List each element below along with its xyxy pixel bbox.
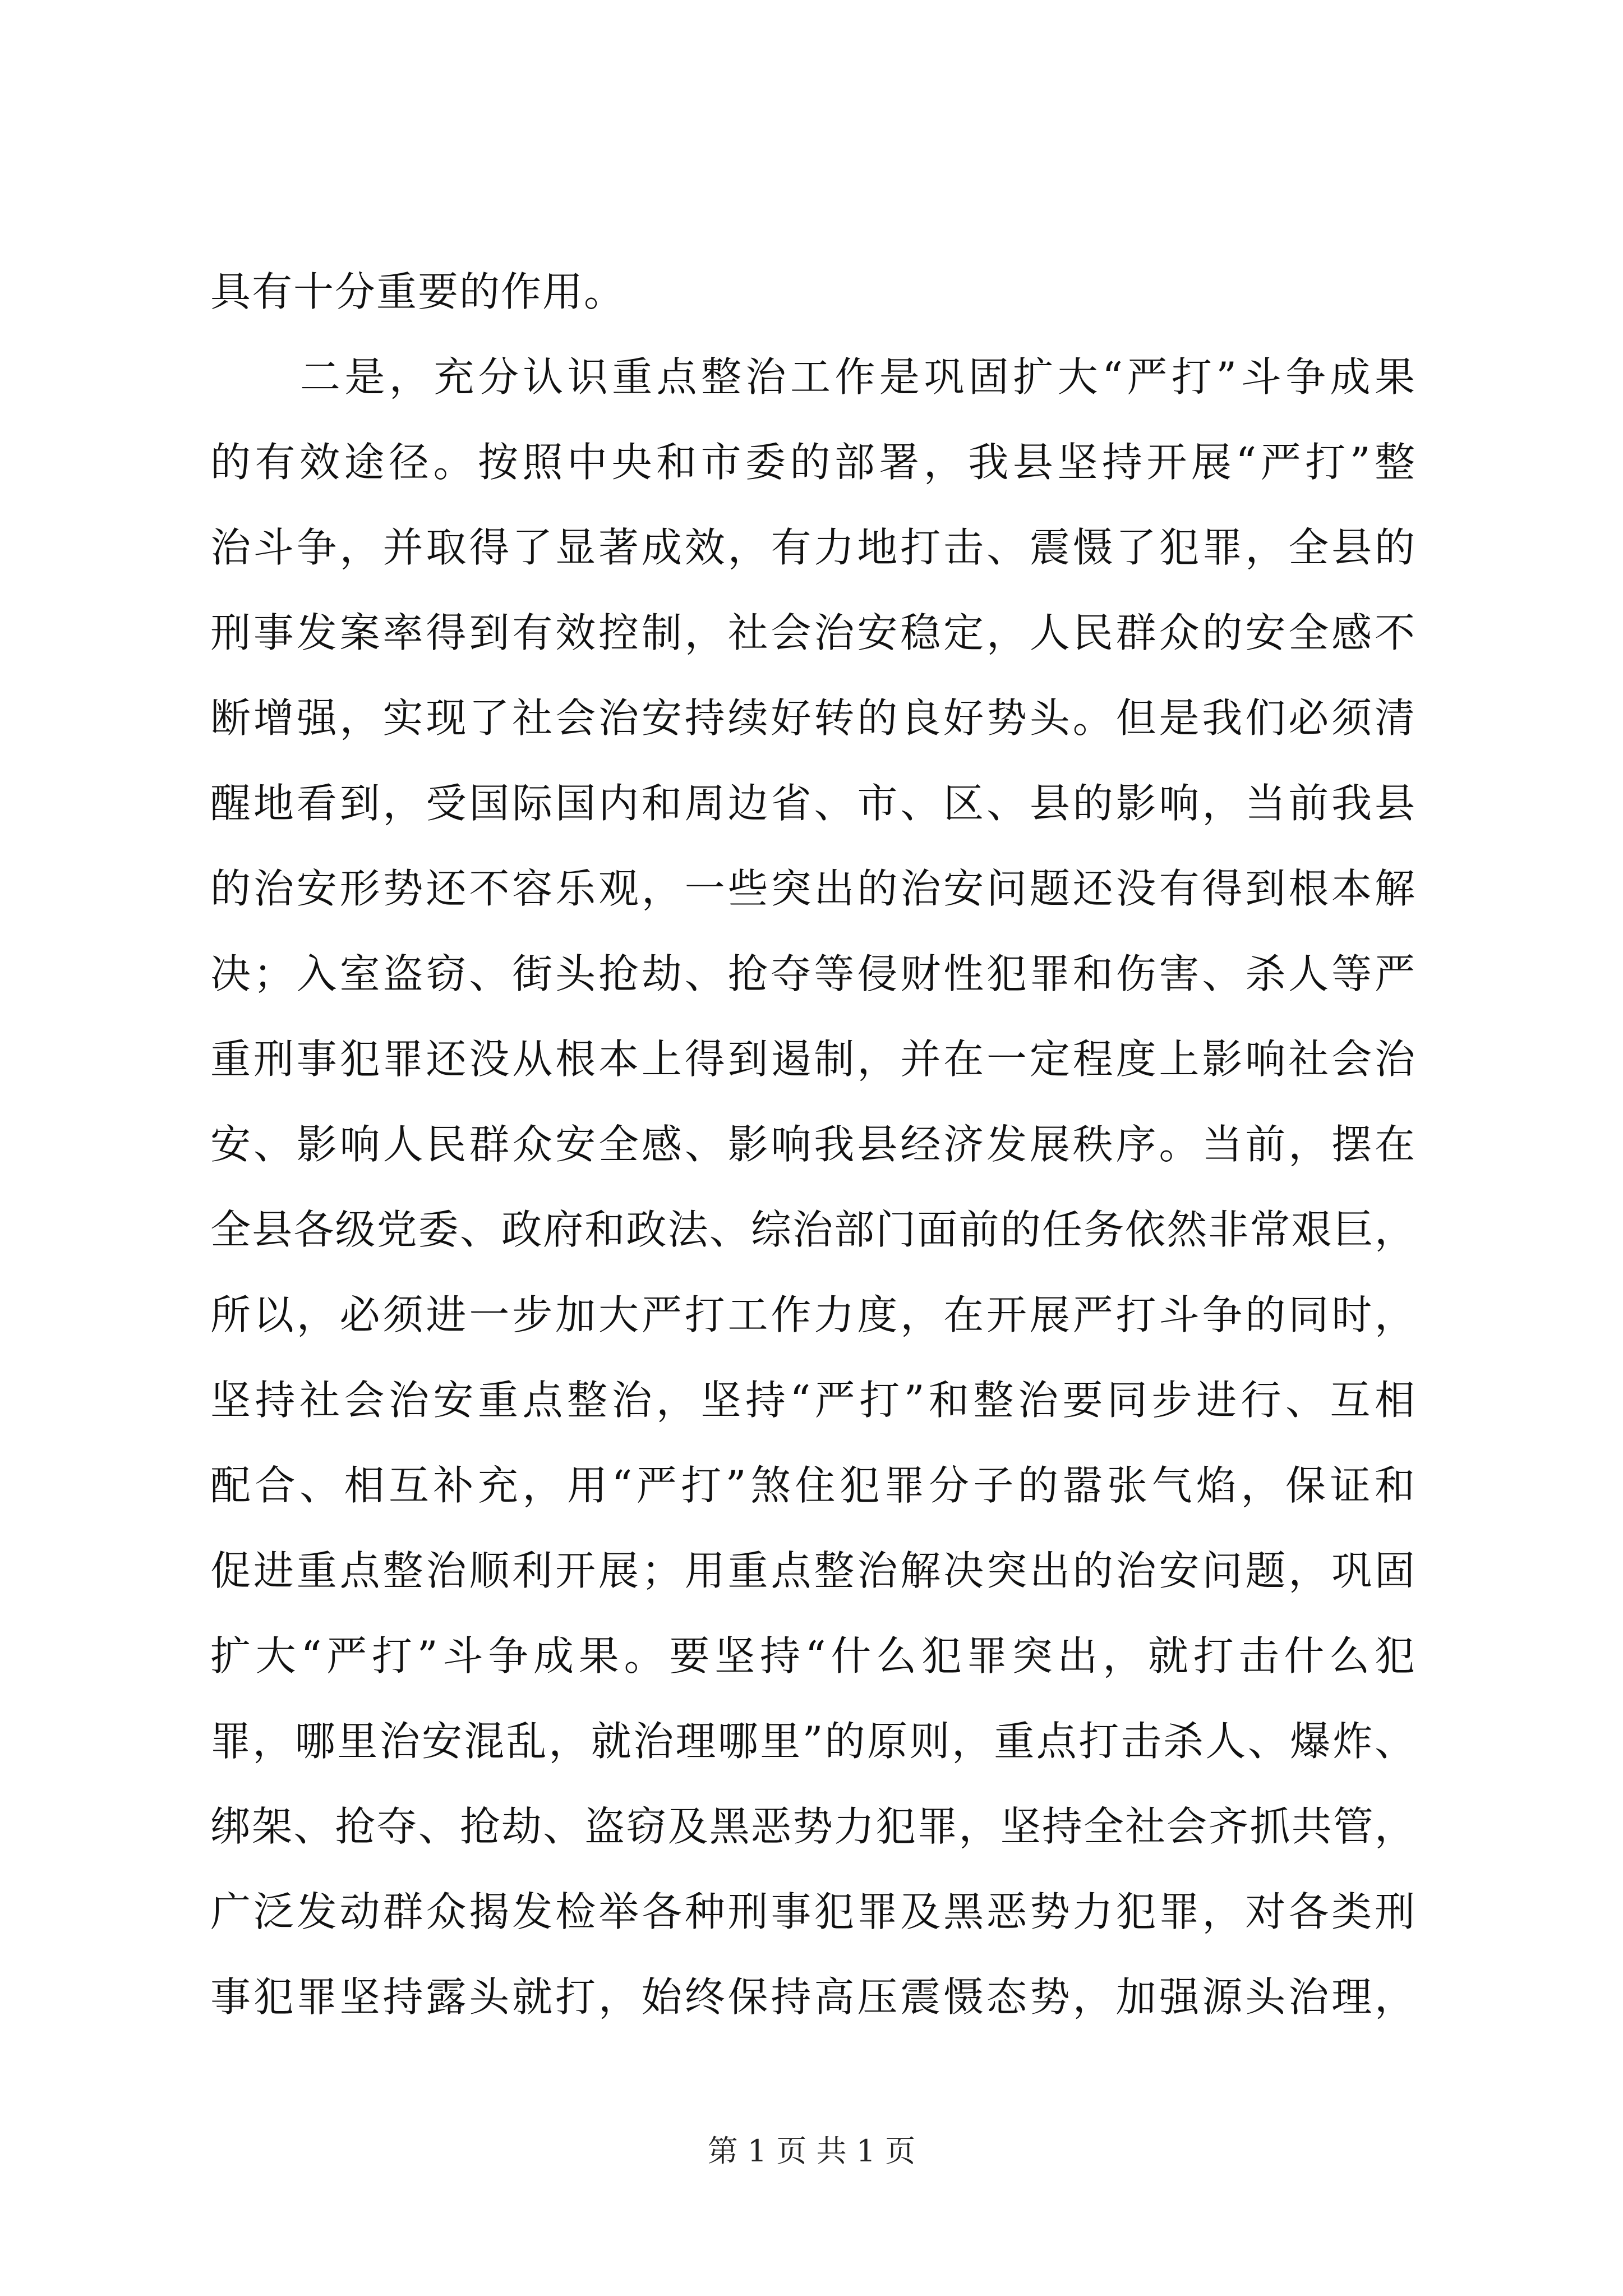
text-line: 决；入室盗窃、街头抢劫、抢夺等侵财性犯罪和伤害、杀人等严: [210, 950, 1416, 997]
page-footer: 第 1 页 共 1 页: [707, 2133, 916, 2169]
text-line: 广泛发动群众揭发检举各种刑事犯罪及黑恶势力犯罪，对各类刑: [210, 1888, 1416, 1935]
text-line: 具有十分重要的作用。: [210, 268, 626, 315]
text-line: 重刑事犯罪还没从根本上得到遏制，并在一定程度上影响社会治: [210, 1036, 1416, 1083]
text-line: 安、影响人民群众安全感、影响我县经济发展秩序。当前，摆在: [210, 1121, 1416, 1168]
text-line: 的有效途径。按照中央和市委的部署，我县坚持开展“严打”整: [210, 439, 1416, 486]
text-line: 断增强，实现了社会治安持续好转的良好势头。但是我们必须清: [210, 694, 1416, 742]
text-line: 刑事发案率得到有效控制，社会治安稳定，人民群众的安全感不: [210, 609, 1416, 656]
text-line: 醒地看到，受国际国内和周边省、市、区、县的影响，当前我县: [210, 780, 1416, 827]
text-line: 绑架、抢夺、抢劫、盗窃及黑恶势力犯罪，坚持全社会齐抓共管，: [210, 1803, 1416, 1850]
text-line: 的治安形势还不容乐观，一些突出的治安问题还没有得到根本解: [210, 865, 1416, 912]
text-line: 促进重点整治顺利开展；用重点整治解决突出的治安问题，巩固: [210, 1547, 1416, 1594]
text-line: 治斗争，并取得了显著成效，有力地打击、震慑了犯罪，全县的: [210, 524, 1416, 571]
text-line: 罪，哪里治安混乱，就治理哪里”的原则，重点打击杀人、爆炸、: [210, 1718, 1416, 1765]
text-line: 全县各级党委、政府和政法、综治部门面前的任务依然非常艰巨，: [210, 1206, 1416, 1253]
text-line: 事犯罪坚持露头就打，始终保持高压震慑态势，加强源头治理，: [210, 1973, 1416, 2021]
text-line: 二是，充分认识重点整治工作是巩固扩大“严打”斗争成果: [300, 353, 1416, 401]
text-line: 坚持社会治安重点整治，坚持“严打”和整治要同步进行、互相: [210, 1377, 1416, 1424]
text-line: 所以，必须进一步加大严打工作力度，在开展严打斗争的同时，: [210, 1291, 1416, 1338]
text-line: 配合、相互补充，用“严打”煞住犯罪分子的嚣张气焰，保证和: [210, 1462, 1416, 1509]
text-line: 扩大“严打”斗争成果。要坚持“什么犯罪突出，就打击什么犯: [210, 1632, 1416, 1680]
